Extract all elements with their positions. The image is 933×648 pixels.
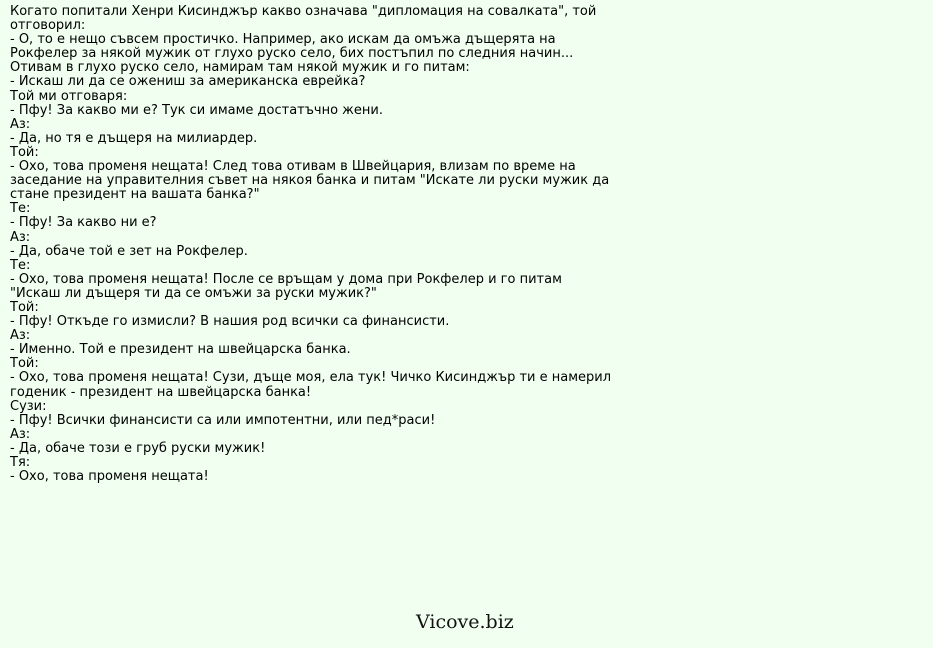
joke-line: - Охо, това променя нещата! После се връщам у дома при Рокфелер и го питам — [10, 271, 562, 287]
joke-line: заседание на управителния съвет на някоя банка и питам "Искате ли руски мужик да — [10, 173, 610, 189]
joke-line: Аз: — [10, 229, 31, 245]
joke-line: - Охо, това променя нещата! След това отивам в Швейцария, влизам по време на — [10, 159, 576, 175]
joke-line: Той: — [10, 356, 39, 372]
joke-line: Те: — [10, 257, 31, 273]
joke-line: - О, то е нещо съвсем простичко. Например, ако искам да омъжа дъщерята на — [10, 32, 556, 48]
joke-line: - Пфу! Откъде го измисли? В нашия род всички са финансисти. — [10, 314, 450, 330]
joke-line: Те: — [10, 201, 31, 217]
joke-line: Рокфелер за някой мужик от глухо руско село, бих постъпил по следния начин... — [10, 46, 574, 62]
joke-line: - Пфу! За какво ни е? — [10, 215, 157, 231]
joke-line: Аз: — [10, 328, 31, 344]
joke-line: стане президент на вашата банка?" — [10, 187, 260, 203]
joke-line: - Охо, това променя нещата! Сузи, дъще моя, ела тук! Чичко Кисинджър ти е намерил — [10, 370, 612, 386]
joke-line: Когато попитали Хенри Кисинджър какво означава "дипломация на совалката", той — [10, 4, 597, 19]
joke-line: Отивам в глухо руско село, намирам там някой мужик и го питам: — [10, 60, 470, 76]
joke-line: Тя: — [10, 455, 31, 470]
site-watermark: Vicove.biz — [416, 611, 514, 633]
joke-line: - Пфу! Всички финансисти са или импотентни, или пед*раси! — [10, 412, 436, 428]
joke-line: Той ми отговаря: — [10, 88, 128, 104]
joke-line: Сузи: — [10, 398, 47, 414]
joke-line: Аз: — [10, 426, 31, 442]
joke-line: Той: — [10, 144, 39, 160]
joke-line: отговорил: — [10, 18, 86, 34]
joke-line: - Охо, това променя нещата! — [10, 469, 209, 485]
joke-line: - Пфу! За какво ми е? Тук си имаме достатъчно жени. — [10, 102, 383, 118]
joke-line: Аз: — [10, 116, 31, 132]
joke-line: - Именно. Той е президент на швейцарска банка. — [10, 342, 351, 358]
joke-line: годеник - президент на швейцарска банка! — [10, 384, 312, 400]
joke-line: - Да, но тя е дъщеря на милиардер. — [10, 130, 258, 146]
joke-line: - Искаш ли да се ожениш за американска еврейка? — [10, 74, 366, 90]
joke-text — [10, 5, 910, 484]
joke-line: - Да, обаче той е зет на Рокфелер. — [10, 243, 248, 259]
joke-line: "Искаш ли дъщеря ти да се омъжи за руски мужик?" — [10, 285, 377, 301]
joke-line: Той: — [10, 299, 39, 315]
joke-line: - Да, обаче този е груб руски мужик! — [10, 440, 266, 456]
